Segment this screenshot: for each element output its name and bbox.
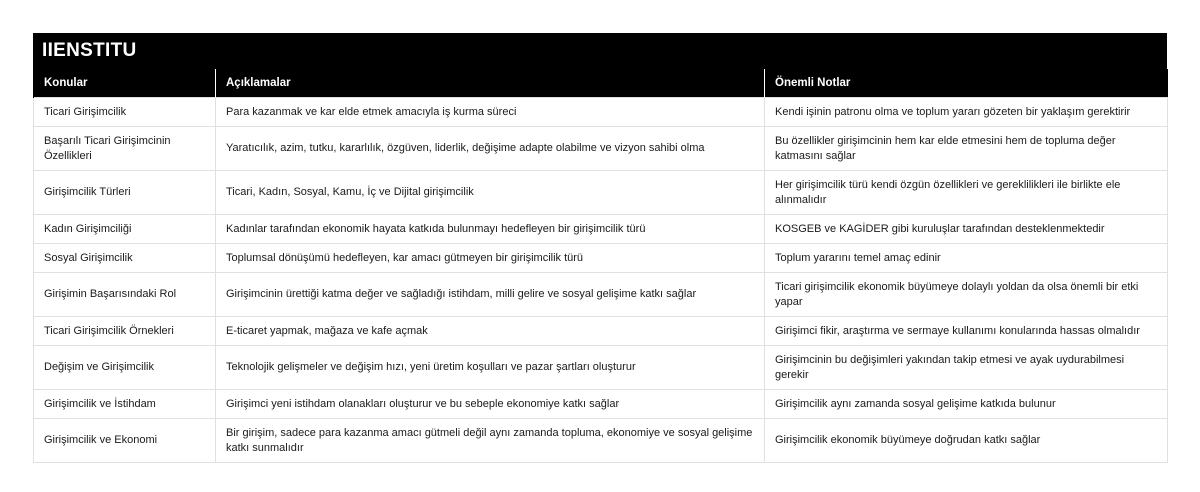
table-row: [34, 317, 1168, 346]
cell-topic: Başarılı Ticari Girişimcinin Özellikleri: [34, 127, 216, 171]
cell-note: Girişimcinin bu değişimleri yakından takip etmesi ve ayak uydurabilmesi gerekir: [765, 346, 1168, 390]
table-row: [34, 390, 1168, 419]
cell-topic: Girişimcilik ve İstihdam: [34, 390, 216, 419]
cell-description: Bir girişim, sadece para kazanma amacı gütmeli değil aynı zamanda topluma, ekonomiye ve sosyal gelişime katkı sunmalıdır: [216, 419, 765, 463]
cell-topic: Girişimcilik ve Ekonomi: [34, 419, 216, 463]
cell-note: Girişimci fikir, araştırma ve sermaye kullanımı konularında hassas olmalıdır: [765, 317, 1168, 346]
cell-description: Para kazanmak ve kar elde etmek amacıyla iş kurma süreci: [216, 98, 765, 127]
cell-topic: Girişimin Başarısındaki Rol: [34, 273, 216, 317]
cell-note: Girişimcilik ekonomik büyümeye doğrudan katkı sağlar: [765, 419, 1168, 463]
cell-description: Yaratıcılık, azim, tutku, kararlılık, özgüven, liderlik, değişime adapte olabilme ve vizyon sahibi olma: [216, 127, 765, 171]
cell-description: Ticari, Kadın, Sosyal, Kamu, İç ve Dijital girişimcilik: [216, 171, 765, 215]
brand-header: [33, 33, 1167, 69]
column-header-descriptions: Açıklamalar: [216, 69, 765, 98]
cell-description: Toplumsal dönüşümü hedefleyen, kar amacı gütmeyen bir girişimcilik türü: [216, 244, 765, 273]
column-header-topics: Konular: [34, 69, 216, 98]
cell-note: KOSGEB ve KAGİDER gibi kuruluşlar tarafından desteklenmektedir: [765, 215, 1168, 244]
cell-description: Teknolojik gelişmeler ve değişim hızı, yeni üretim koşulları ve pazar şartları oluşturur: [216, 346, 765, 390]
cell-topic: Ticari Girişimcilik Örnekleri: [34, 317, 216, 346]
brand-logo-text: IIENSTITU: [42, 40, 137, 61]
table-row: [34, 215, 1168, 244]
table-row: [34, 419, 1168, 463]
cell-topic: Girişimcilik Türleri: [34, 171, 216, 215]
cell-note: Ticari girişimcilik ekonomik büyümeye dolaylı yoldan da olsa önemli bir etki yapar: [765, 273, 1168, 317]
cell-note: Girişimcilik aynı zamanda sosyal gelişime katkıda bulunur: [765, 390, 1168, 419]
table-row: [34, 127, 1168, 171]
cell-description: Girişimci yeni istihdam olanakları oluşturur ve bu sebeple ekonomiye katkı sağlar: [216, 390, 765, 419]
table-row: [34, 98, 1168, 127]
cell-note: Toplum yararını temel amaç edinir: [765, 244, 1168, 273]
cell-note: Bu özellikler girişimcinin hem kar elde etmesini hem de topluma değer katmasını sağlar: [765, 127, 1168, 171]
table-row: [34, 346, 1168, 390]
topics-table: [33, 69, 1168, 463]
cell-topic: Ticari Girişimcilik: [34, 98, 216, 127]
table-row: [34, 273, 1168, 317]
cell-description: Girişimcinin ürettiği katma değer ve sağladığı istihdam, milli gelire ve sosyal gelişime katkı sağlar: [216, 273, 765, 317]
table-row: [34, 244, 1168, 273]
cell-topic: Değişim ve Girişimcilik: [34, 346, 216, 390]
content-table-container: [33, 33, 1167, 463]
cell-topic: Kadın Girişimciliği: [34, 215, 216, 244]
cell-topic: Sosyal Girişimcilik: [34, 244, 216, 273]
cell-description: Kadınlar tarafından ekonomik hayata katkıda bulunmayı hedefleyen bir girişimcilik türü: [216, 215, 765, 244]
cell-note: Kendi işinin patronu olma ve toplum yararı gözeten bir yaklaşım gerektirir: [765, 98, 1168, 127]
cell-note: Her girişimcilik türü kendi özgün özellikleri ve gereklilikleri ile birlikte ele alınmalıdır: [765, 171, 1168, 215]
table-header-row: [34, 69, 1168, 98]
table-row: [34, 171, 1168, 215]
cell-description: E-ticaret yapmak, mağaza ve kafe açmak: [216, 317, 765, 346]
column-header-notes: Önemli Notlar: [765, 69, 1168, 98]
